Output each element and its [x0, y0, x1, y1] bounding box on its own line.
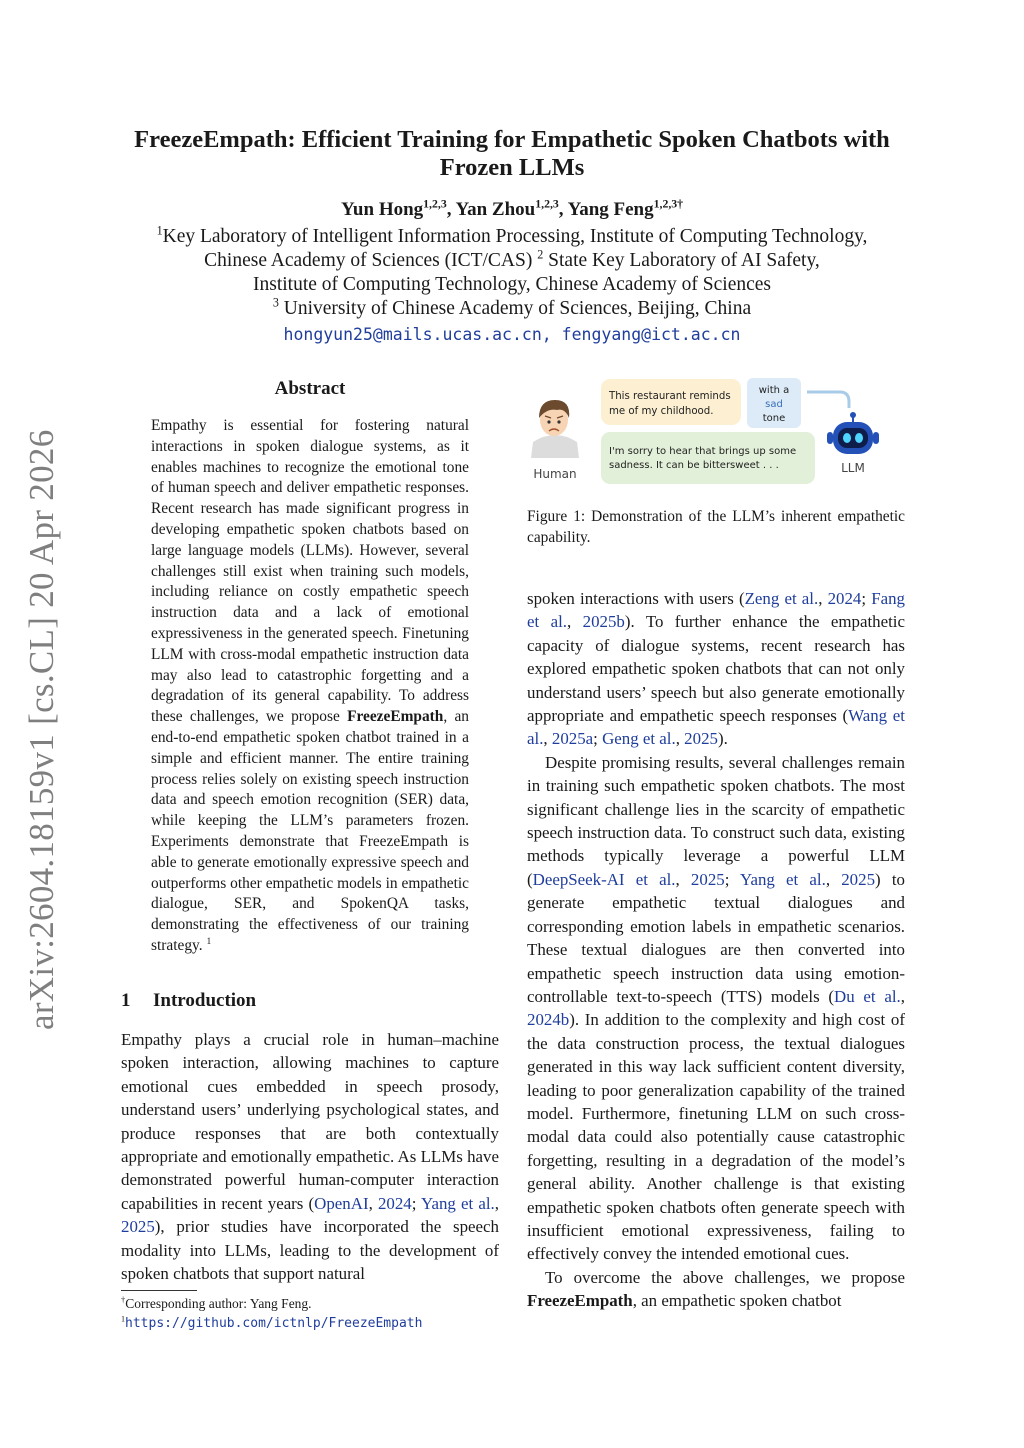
citation-year-link[interactable]: 2025	[121, 1217, 155, 1237]
citation-year-link[interactable]: 2025	[690, 869, 725, 889]
affil-sup: 2	[537, 247, 544, 262]
tone-prefix: with a	[758, 385, 790, 396]
llm-speech-bubble	[601, 432, 815, 484]
affil-text: State Key Laboratory of AI Safety,	[548, 250, 820, 271]
introduction-body: Empathy plays a crucial role in human–machine spoken interaction, allowing machines to capture emotional cues embedded in speech prosody, understand users’ underlying psychological states, and produce responses that are both contextually appropriate and emotionally empathetic. As LLMs have demonstrated powerful human-computer interaction capabilities in recent years (OpenAI, 2024; Yang et al., 2025), prior studies have incorporated the speech modality into LLMs, leading to the development of spoken chatbots that support natural	[121, 1030, 499, 1284]
footnote-text: Corresponding author: Yang Feng.	[125, 1296, 312, 1311]
paragraph	[527, 1266, 905, 1313]
footnote-code	[121, 1313, 501, 1333]
citation-year-link[interactable]: 2025	[684, 729, 718, 749]
affil-text: Key Laboratory of Intelligent Information Processing, Institute of Computing Technology,	[162, 226, 868, 247]
title-line-2: Frozen LLMs	[439, 154, 585, 181]
citation-link[interactable]: Yang et al.	[420, 1193, 495, 1213]
author-name: Yan Zhou	[455, 199, 536, 220]
affiliation-line-4	[110, 297, 914, 321]
citation-link[interactable]: Zeng et al.	[744, 589, 819, 608]
author-affil-sup: 1,2,3	[535, 197, 559, 211]
llm-bubble-line-2: sadness. It can be bittersweet . . .	[609, 460, 779, 471]
body-text: ). In addition to the complexity and high cost of the data construction process, the textual dialogues generated in this way lack sufficient content diversity, leading to poor generalization capability of the trained model. Furthermore, finetuning LLM on such cross-modal data could also potentially cause catastrophic forgetting, resulting in a degradation of the model’s general ability. Another challenge is that existing empathetic spoken chatbots often generate speech with insufficient emotional expressiveness, failing to effectively convey the intended emotional cues.	[527, 1010, 905, 1264]
section-number: 1	[121, 990, 131, 1011]
figure-1-caption: Figure 1: Demonstration of the LLM’s inherent empathetic capability.	[527, 508, 905, 546]
footnote-dagger: †	[121, 1295, 126, 1305]
author-affil-sup: 1,2,3	[423, 197, 447, 211]
footnote-rule	[121, 1290, 197, 1291]
model-name: FreezeEmpath	[527, 1291, 633, 1311]
abstract-body	[151, 416, 469, 957]
section-heading-introduction	[121, 990, 256, 1012]
citation-year-link[interactable]: 2025	[841, 869, 876, 889]
body-text: To overcome the above challenges, we propose	[545, 1267, 905, 1287]
citation-year-link[interactable]: 2025a	[551, 729, 594, 749]
human-bubble-line-2: me of my childhood.	[609, 406, 714, 417]
title-line-1: FreezeEmpath: Efficient Training for Empathetic Spoken Chatbots with	[134, 126, 890, 153]
footnote-mark[interactable]: 1	[206, 935, 212, 947]
author-name: Yang Feng	[567, 199, 654, 220]
paper-title	[120, 126, 904, 182]
affiliations	[110, 225, 914, 347]
author-separator: ,	[446, 199, 456, 220]
arxiv-identifier: arXiv:2604.18159v1 [cs.CL] 20 Apr 2026	[22, 429, 61, 1030]
robot-icon	[827, 412, 879, 454]
tone-arrow	[807, 392, 849, 408]
body-text: , an empathetic spoken chatbot	[632, 1291, 842, 1311]
llm-bubble-line-1: I'm sorry to hear that brings up some	[609, 446, 797, 457]
affil-sup: 1	[156, 223, 163, 238]
citation-link[interactable]: Du et al.	[834, 986, 901, 1006]
author-name: Yun Hong	[340, 199, 424, 220]
abstract-model-name: FreezeEmpath	[347, 708, 444, 726]
intro-text: Empathy plays a crucial role in human–machine spoken interaction, allowing machines to capture emotional cues embedded in speech prosody, understand users’ underlying psychological states, and produce responses that are both contextually appropriate and emotionally empathetic. As LLMs have demonstrated powerful human-computer interaction capabilities in recent years (	[121, 1030, 499, 1213]
github-link[interactable]: https://github.com/ictnlp/FreezeEmpath	[125, 1316, 423, 1331]
affiliation-line-1	[110, 225, 914, 249]
citation-link[interactable]: OpenAI	[314, 1193, 369, 1213]
author-emails[interactable]: hongyun25@mails.ucas.ac.cn, fengyang@ict.ac.cn	[283, 325, 741, 344]
author-affil-sup: 1,2,3†	[653, 197, 684, 211]
human-avatar-icon	[531, 400, 579, 458]
citation-link[interactable]: Yang et al.	[739, 869, 826, 889]
abstract-text: , an end-to-end empathetic spoken chatbot trained in a simple and efficient manner. The entire training process relies solely on existing speech instruction data and speech emotion recognition (SER) data, while keeping the LLM’s parameters frozen. Experiments demonstrate that FreezeEmpath is able to generate emotionally expressive speech and outperforms other empathetic models in empathetic dialogue, SER, and SpokenQA tasks, demonstrating the effectiveness of our training strategy.	[151, 708, 469, 954]
llm-label: LLM	[841, 461, 865, 475]
right-column-body	[527, 587, 905, 1313]
tone-word: sad	[765, 399, 783, 410]
author-separator: ,	[558, 199, 568, 220]
affil-sup: 3	[272, 295, 279, 310]
citation-year-link[interactable]: 2024	[377, 1193, 412, 1213]
figure-1	[527, 372, 905, 494]
human-label: Human	[533, 467, 577, 481]
footnote-number: 1	[121, 1314, 126, 1324]
abstract-text: Empathy is essential for fostering natural interactions in spoken dialogue systems, as it enables machines to recognize the emotional tone of human speech and deliver empathetic responses. Recent research has made significant progress in developing empathetic spoken chatbots based on large language models (LLMs). However, several challenges still exist when training such models, including reliance on costly empathetic speech instruction data and a lack of emotional expressiveness in the generated speech. Finetuning LLM with cross-modal empathetic instruction data may also lead to catastrophic forgetting and a degradation of its general capability. To address these challenges, we propose	[151, 417, 469, 726]
intro-text: ), prior studies have incorporated the speech modality into LLMs, leading to the development of spoken chatbots that support natural	[121, 1217, 499, 1284]
affiliation-line-2	[110, 249, 914, 273]
citation-link[interactable]: Wang et al.	[527, 706, 905, 749]
body-text: Despite promising results, several challenges remain in training such empathetic spoken chatbots. The most significant challenge lies in the scarcity of empathetic speech instruction data. To construct such data, existing methods typically leverage a powerful LLM (	[527, 752, 905, 889]
tone-suffix: tone	[762, 413, 786, 424]
body-text: ).	[717, 729, 728, 749]
citation-link[interactable]: Geng et al.	[602, 729, 676, 749]
citation-year-link[interactable]: 2025b	[582, 612, 625, 632]
abstract-heading: Abstract	[274, 378, 346, 399]
citation-link[interactable]: DeepSeek-AI et al.	[532, 869, 676, 889]
footnote-corresponding	[121, 1294, 501, 1313]
affil-text: University of Chinese Academy of Sciences, Beijing, China	[283, 298, 752, 319]
author-list	[120, 199, 904, 221]
citation-year-link[interactable]: 2024b	[527, 1010, 570, 1030]
body-text: ) to generate empathetic textual dialogues and corresponding emotion labels in empathetic scenarios. These textual dialogues are then converted into empathetic speech instruction data using emotion-controllable text-to-speech (TTS) models (	[527, 869, 905, 1006]
paragraph: spoken interactions with users (Zeng et al., 2024; Fang et al., 2025b). To further enhance the empathetic capacity of dialogue systems, recent research has explored empathetic spoken chatbots that can not only understand users’ speech but also generate emotionally appropriate and empathetic speech responses (Wang et al., 2025a; Geng et al., 2025).	[527, 589, 906, 749]
section-title: Introduction	[153, 990, 257, 1011]
human-bubble-line-1: This restaurant reminds	[609, 391, 731, 402]
affiliation-line-3: Institute of Computing Technology, Chinese Academy of Sciences	[253, 274, 771, 295]
figure-1-illustration	[527, 372, 905, 494]
footnotes	[121, 1294, 501, 1333]
affil-text: Chinese Academy of Sciences (ICT/CAS)	[204, 250, 533, 271]
body-text: spoken interactions with users (	[527, 589, 745, 608]
citation-year-link[interactable]: 2024	[827, 589, 862, 608]
citation-link[interactable]: Fang et al.	[527, 589, 905, 632]
human-speech-bubble	[601, 379, 741, 425]
paragraph: Despite promising results, several challenges remain in training such empathetic spoken chatbots. The most significant challenge lies in the scarcity of empathetic speech instruction data. To construct such data, existing methods typically leverage a powerful LLM (DeepSeek-AI et al., 2025; Yang et al., 2025) to generate empathetic textual dialogues and corresponding emotion labels in empathetic scenarios. These textual dialogues are then converted into empathetic speech instruction data using emotion-controllable text-to-speech (TTS) models (Du et al., 2024b). In addition to the complexity and high cost of the data construction process, the textual dialogues generated in this way lack sufficient content diversity, leading to poor generalization capability of the trained model. Furthermore, finetuning LLM on such cross-modal data could also potentially cause catastrophic forgetting, resulting in a degradation of the model’s general ability. Another challenge is that existing empathetic spoken chatbots often generate speech with insufficient emotional expressiveness, failing to effectively convey the intended emotional cues.	[527, 752, 905, 1264]
body-text: ). To further enhance the empathetic capacity of dialogue systems, recent research has explored empathetic spoken chatbots that can not only understand users’ speech but also generate emotionally appropriate and empathetic speech responses (	[527, 612, 906, 726]
